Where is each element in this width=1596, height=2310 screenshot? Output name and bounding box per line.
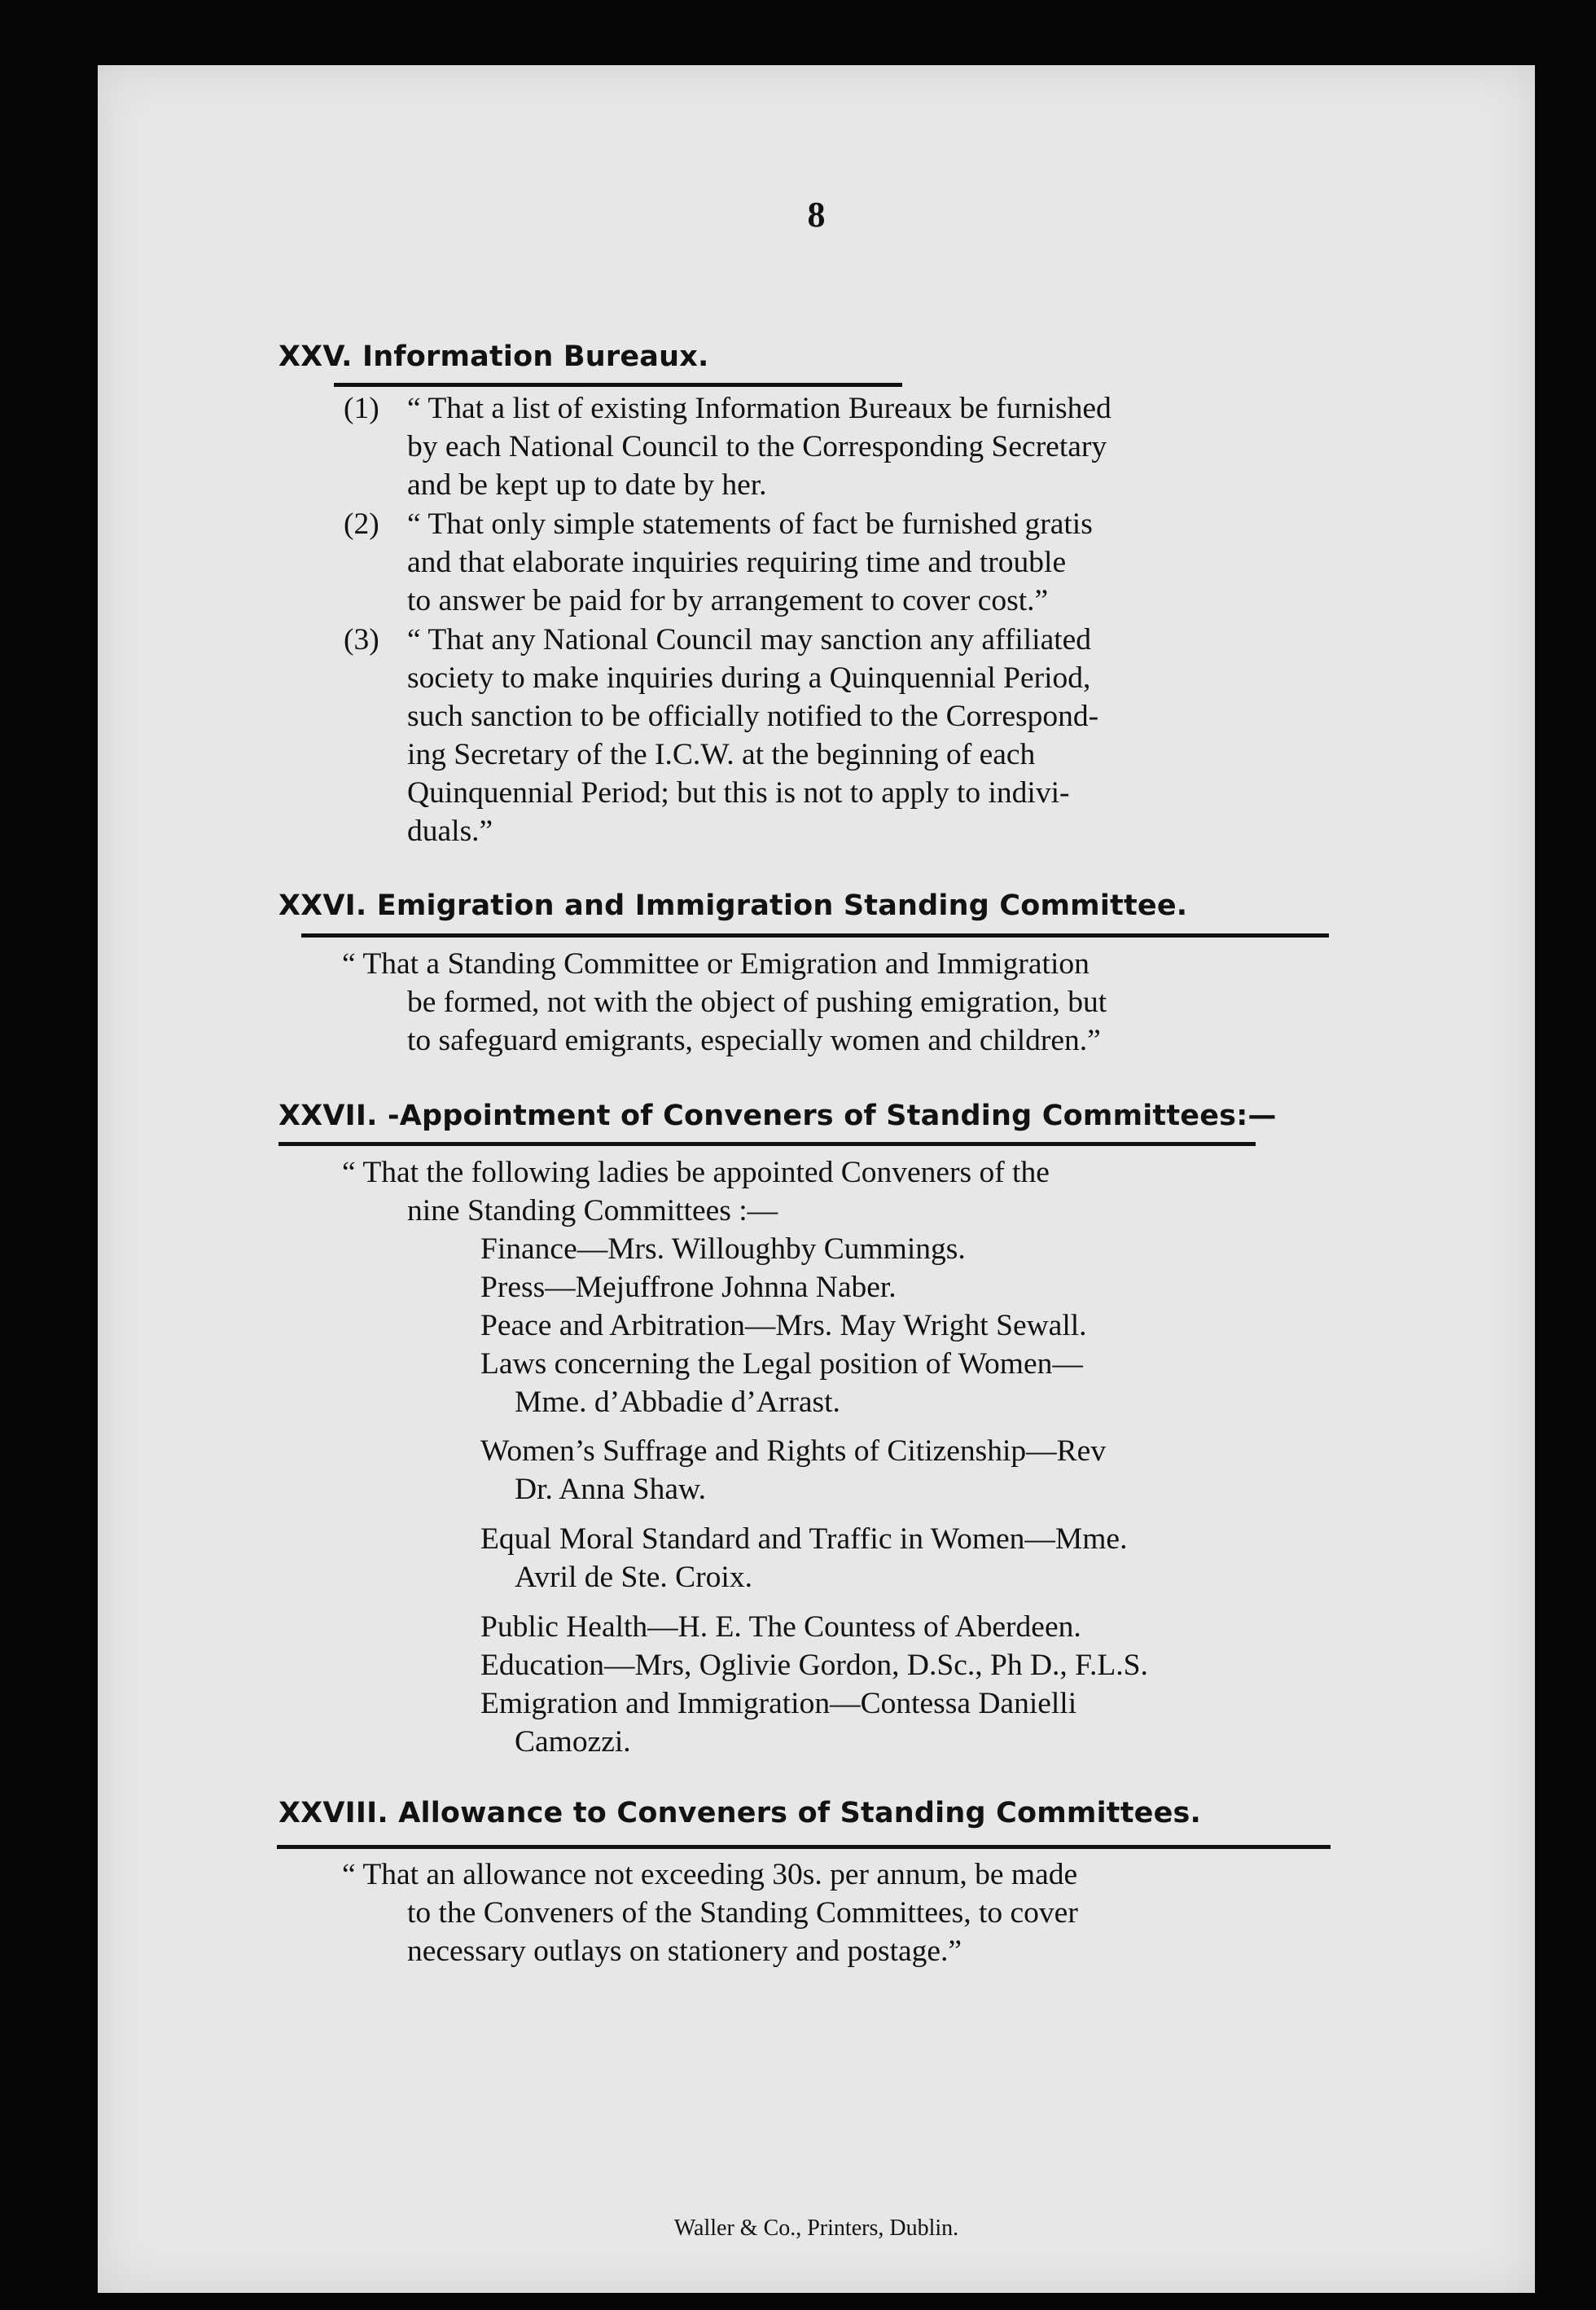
- section-xxvii-intro: [342, 1153, 1050, 1230]
- xxv-item-1-line: by each National Council to the Corresponding Secretary: [407, 430, 1107, 463]
- committee-laws: [480, 1345, 1083, 1421]
- committee-line: Press—Mejuffrone Johnna Naber.: [480, 1271, 897, 1304]
- committee-press: [480, 1268, 897, 1307]
- xxviii-line: “ That an allowance not exceeding 30s. per annum, be made: [342, 1858, 1078, 1891]
- committee-line: Finance—Mrs. Willoughby Cummings.: [480, 1232, 966, 1266]
- xxvi-line: be formed, not with the object of pushing emigration, but: [407, 986, 1107, 1019]
- xxvi-line: “ That a Standing Committee or Emigration and Immigration: [342, 947, 1090, 981]
- section-xxv-rule: [334, 383, 902, 387]
- section-xxvii-heading: XXVII. -Appointment of Conveners of Standing Committees:—: [278, 1100, 1277, 1132]
- section-xxvi-heading: XXVI. Emigration and Immigration Standing Committee.: [278, 889, 1188, 922]
- section-xxvi-text: [342, 945, 1107, 1060]
- printer-footer: Waller & Co., Printers, Dublin.: [673, 2216, 959, 2241]
- xxv-item-3-number: (3): [344, 623, 379, 657]
- committee-line: Peace and Arbitration—Mrs. May Wright Sewall.: [480, 1309, 1087, 1342]
- committee-line: Camozzi.: [515, 1725, 631, 1759]
- committee-suffrage: [480, 1432, 1106, 1509]
- xxviii-line: to the Conveners of the Standing Committees, to cover: [407, 1896, 1078, 1930]
- xxv-item-1-number: (1): [344, 392, 379, 425]
- xxv-item-1-line: and be kept up to date by her.: [407, 468, 767, 502]
- xxvi-line: to safeguard emigrants, especially women and children.”: [407, 1024, 1101, 1057]
- xxv-item-3-line: duals.”: [407, 815, 493, 848]
- xxv-item-3-line: Quinquennial Period; but this is not to apply to indivi-: [407, 776, 1070, 810]
- committee-line: Dr. Anna Shaw.: [515, 1473, 707, 1506]
- committee-health: [480, 1608, 1081, 1646]
- page-number: 8: [807, 195, 826, 235]
- committee-moral: [480, 1520, 1127, 1596]
- xxv-item-2-line: “ That only simple statements of fact be furnished gratis: [407, 507, 1093, 541]
- committee-line: Education—Mrs, Oglivie Gordon, D.Sc., Ph D., F.L.S.: [480, 1649, 1148, 1682]
- xxviii-line: necessary outlays on stationery and postage.”: [407, 1935, 962, 1968]
- xxv-item-3-line: ing Secretary of the I.C.W. at the beginning of each: [407, 738, 1036, 771]
- section-xxviii-rule: [277, 1845, 1331, 1849]
- committee-line: Emigration and Immigration—Contessa Danielli: [480, 1687, 1077, 1720]
- committee-emigration: [480, 1684, 1076, 1761]
- committee-line: Equal Moral Standard and Traffic in Women—Mme.: [480, 1522, 1128, 1556]
- xxv-item-2-line: and that elaborate inquiries requiring time and trouble: [407, 546, 1067, 579]
- xxvii-intro-line: “ That the following ladies be appointed Conveners of the: [342, 1156, 1050, 1189]
- xxvii-intro-line: nine Standing Committees :—: [407, 1194, 778, 1227]
- section-xxviii-heading: XXVIII. Allowance to Conveners of Standing Committees.: [278, 1797, 1202, 1829]
- section-xxviii-text: [342, 1855, 1078, 1970]
- committee-education: [480, 1646, 1148, 1684]
- committee-line: Public Health—H. E. The Countess of Aberdeen.: [480, 1610, 1081, 1644]
- committee-line: Avril de Ste. Croix.: [515, 1561, 752, 1594]
- section-xxvi-rule: [301, 933, 1329, 938]
- section-xxv-heading: XXV. Information Bureaux.: [278, 340, 709, 373]
- committee-line: Mme. d’Abbadie d’Arrast.: [515, 1386, 840, 1419]
- xxv-item-1-line: “ That a list of existing Information Bureaux be furnished: [407, 392, 1112, 425]
- committee-peace: [480, 1307, 1087, 1345]
- section-xxvii-rule: [278, 1142, 1256, 1146]
- xxv-item-3-line: society to make inquiries during a Quinquennial Period,: [407, 661, 1091, 695]
- xxv-item-3-line: “ That any National Council may sanction any affiliated: [407, 623, 1092, 657]
- xxv-item-3-line: such sanction to be officially notified to the Correspond-: [407, 700, 1099, 733]
- committee-line: Women’s Suffrage and Rights of Citizenship—Rev: [480, 1434, 1107, 1468]
- committee-line: Laws concerning the Legal position of Women—: [480, 1347, 1083, 1381]
- committee-finance: [480, 1230, 966, 1268]
- xxv-item-2-number: (2): [344, 507, 379, 541]
- document-page: [98, 65, 1535, 2293]
- xxv-item-2-line: to answer be paid for by arrangement to cover cost.”: [407, 584, 1049, 617]
